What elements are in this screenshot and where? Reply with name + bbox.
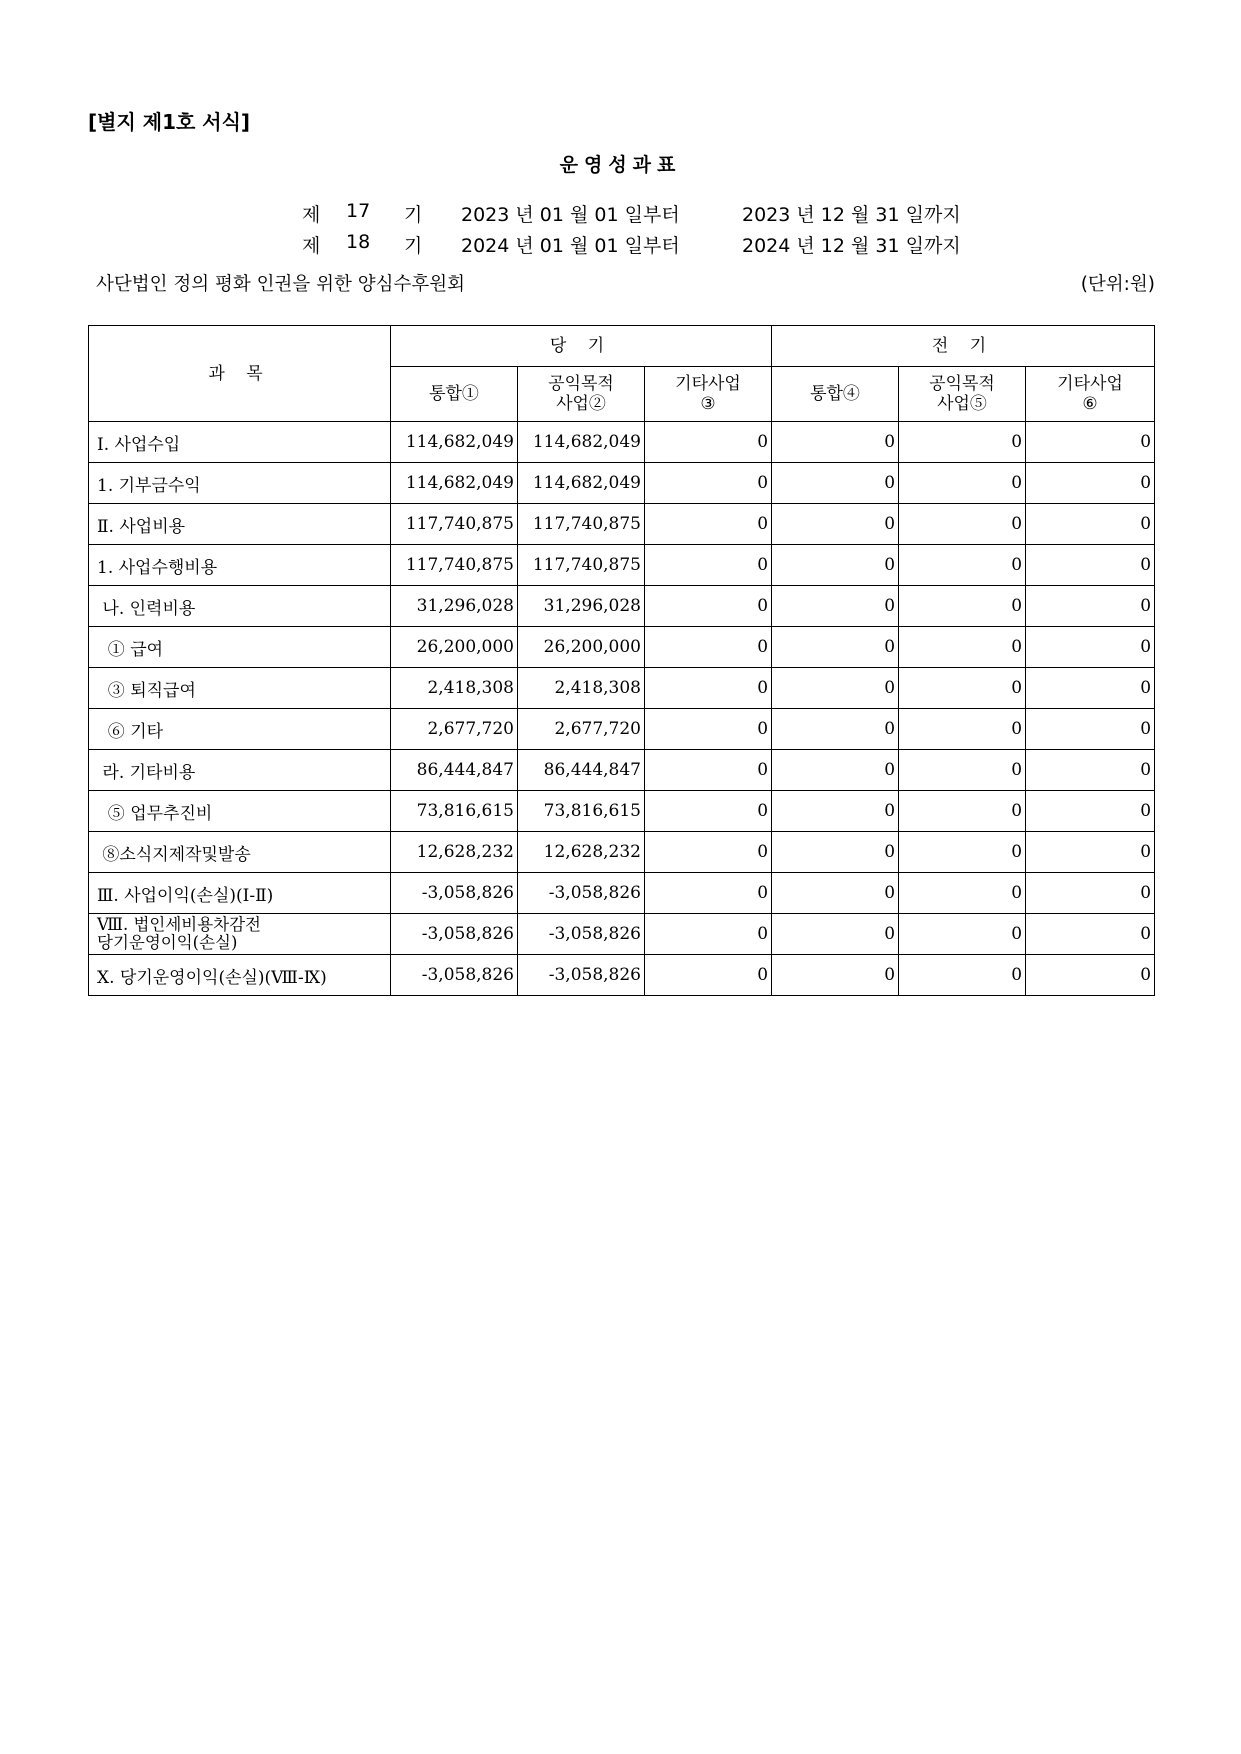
table-row — [89, 873, 1155, 914]
amount-cell-c3: 0 — [645, 586, 772, 627]
amount-cell-p1: 0 — [772, 586, 899, 627]
amount-cell-c2: 12,628,232 — [518, 832, 645, 873]
amount-cell-c2: 117,740,875 — [518, 504, 645, 545]
row-item — [89, 422, 391, 463]
amount-cell-p2: 0 — [899, 873, 1026, 914]
amount-cell-p3: 0 — [1026, 463, 1155, 504]
amount-cell-c3: 0 — [645, 914, 772, 955]
amount-cell-c3: 0 — [645, 955, 772, 996]
period-number: 17 — [346, 200, 371, 222]
amount-cell-c1: 2,677,720 — [391, 709, 518, 750]
period-to: 2023 년 12 월 31 일까지 — [742, 204, 961, 226]
amount-cell-c2: 31,296,028 — [518, 586, 645, 627]
period-line-17 — [0, 200, 1241, 226]
unit-label: (단위:원) — [1080, 274, 1155, 295]
table-row — [89, 791, 1155, 832]
period-prefix: 제 — [302, 204, 321, 226]
amount-cell-p1: 0 — [772, 791, 899, 832]
amount-cell-p2: 0 — [899, 463, 1026, 504]
amount-cell-c3: 0 — [645, 709, 772, 750]
amount-cell-p1: 0 — [772, 873, 899, 914]
amount-cell-c3: 0 — [645, 545, 772, 586]
table-row — [89, 422, 1155, 463]
row-item-label: Ⅰ. 사업수입 — [97, 434, 181, 455]
amount-cell-c3: 0 — [645, 504, 772, 545]
row-item-label: 1. 기부금수익 — [97, 475, 201, 496]
row-item — [89, 955, 391, 996]
amount-cell-c1: -3,058,826 — [391, 873, 518, 914]
amount-cell-p1: 0 — [772, 504, 899, 545]
period-line-18 — [0, 231, 1241, 257]
amount-cell-c2: 117,740,875 — [518, 545, 645, 586]
row-item-label: Ⅲ. 사업이익(손실)(Ⅰ-Ⅱ) — [97, 885, 274, 906]
amount-cell-p1: 0 — [772, 422, 899, 463]
row-item-label: ⑥ 기타 — [97, 721, 164, 742]
amount-cell-c1: 117,740,875 — [391, 504, 518, 545]
amount-cell-c2: -3,058,826 — [518, 873, 645, 914]
header-current-other: 기타사업 ③ — [645, 367, 772, 422]
amount-cell-c2: 86,444,847 — [518, 750, 645, 791]
row-item — [89, 873, 391, 914]
amount-cell-c1: 12,628,232 — [391, 832, 518, 873]
amount-cell-p3: 0 — [1026, 586, 1155, 627]
amount-cell-p3: 0 — [1026, 627, 1155, 668]
table-row — [89, 545, 1155, 586]
table-row — [89, 463, 1155, 504]
period-number: 18 — [346, 231, 371, 253]
row-item-label: 나. 인력비용 — [97, 598, 196, 619]
amount-cell-p2: 0 — [899, 545, 1026, 586]
row-item-label: ③ 퇴직급여 — [97, 680, 196, 701]
row-item-label: ① 급여 — [97, 639, 164, 660]
amount-cell-p2: 0 — [899, 914, 1026, 955]
amount-cell-p2: 0 — [899, 504, 1026, 545]
amount-cell-c2: 26,200,000 — [518, 627, 645, 668]
table-row — [89, 586, 1155, 627]
row-item-label: ⑤ 업무추진비 — [97, 803, 213, 824]
row-item-label: Ⅱ. 사업비용 — [97, 516, 186, 537]
amount-cell-c1: 114,682,049 — [391, 463, 518, 504]
row-item — [89, 545, 391, 586]
header-previous-total: 통합④ — [772, 367, 899, 422]
amount-cell-c2: 2,677,720 — [518, 709, 645, 750]
row-item — [89, 586, 391, 627]
header-previous-other: 기타사업 ⑥ — [1026, 367, 1155, 422]
amount-cell-c3: 0 — [645, 627, 772, 668]
row-item — [89, 832, 391, 873]
amount-cell-p2: 0 — [899, 422, 1026, 463]
amount-cell-c1: -3,058,826 — [391, 914, 518, 955]
row-item — [89, 791, 391, 832]
amount-cell-p2: 0 — [899, 586, 1026, 627]
row-item-label: 라. 기타비용 — [97, 762, 196, 783]
amount-cell-c3: 0 — [645, 832, 772, 873]
table-row — [89, 668, 1155, 709]
form-label: [별지 제1호 서식] — [88, 110, 251, 134]
document-title: 운영성과표 — [559, 154, 682, 176]
amount-cell-p1: 0 — [772, 627, 899, 668]
amount-cell-p1: 0 — [772, 463, 899, 504]
period-suffix: 기 — [404, 235, 423, 257]
row-item — [89, 463, 391, 504]
row-item — [89, 709, 391, 750]
amount-cell-c3: 0 — [645, 791, 772, 832]
amount-cell-c3: 0 — [645, 463, 772, 504]
amount-cell-c2: -3,058,826 — [518, 955, 645, 996]
row-item-label: Ⅹ. 당기운영이익(손실)(Ⅷ-Ⅸ) — [97, 967, 327, 988]
table-row — [89, 504, 1155, 545]
table-row — [89, 750, 1155, 791]
row-item-label: ⑧소식지제작및발송 — [97, 844, 251, 865]
row-item-label-line2: 당기운영이익(손실) — [97, 933, 238, 952]
amount-cell-c2: 2,418,308 — [518, 668, 645, 709]
amount-cell-p1: 0 — [772, 955, 899, 996]
amount-cell-c3: 0 — [645, 668, 772, 709]
amount-cell-p2: 0 — [899, 709, 1026, 750]
amount-cell-p3: 0 — [1026, 750, 1155, 791]
amount-cell-p3: 0 — [1026, 504, 1155, 545]
amount-cell-c1: 26,200,000 — [391, 627, 518, 668]
header-previous-public: 공익목적 사업⑤ — [899, 367, 1026, 422]
amount-cell-p1: 0 — [772, 668, 899, 709]
header-current-public: 공익목적 사업② — [518, 367, 645, 422]
amount-cell-c1: 117,740,875 — [391, 545, 518, 586]
amount-cell-c3: 0 — [645, 750, 772, 791]
amount-cell-c2: 114,682,049 — [518, 463, 645, 504]
amount-cell-c3: 0 — [645, 422, 772, 463]
amount-cell-p2: 0 — [899, 750, 1026, 791]
amount-cell-p3: 0 — [1026, 545, 1155, 586]
amount-cell-c3: 0 — [645, 873, 772, 914]
amount-cell-c2: 73,816,615 — [518, 791, 645, 832]
row-item — [89, 750, 391, 791]
row-item — [89, 914, 391, 955]
amount-cell-p1: 0 — [772, 914, 899, 955]
period-to: 2024 년 12 월 31 일까지 — [742, 235, 961, 257]
row-item — [89, 627, 391, 668]
amount-cell-p3: 0 — [1026, 668, 1155, 709]
amount-cell-c1: 86,444,847 — [391, 750, 518, 791]
current-period-header: 당 기 — [391, 326, 772, 367]
amount-cell-p3: 0 — [1026, 955, 1155, 996]
table-row — [89, 627, 1155, 668]
amount-cell-p2: 0 — [899, 627, 1026, 668]
amount-cell-c1: -3,058,826 — [391, 955, 518, 996]
item-header: 과 목 — [89, 326, 391, 422]
amount-cell-c1: 2,418,308 — [391, 668, 518, 709]
amount-cell-p3: 0 — [1026, 709, 1155, 750]
row-item-label: Ⅷ. 법인세비용차감전 — [97, 915, 261, 934]
amount-cell-c1: 114,682,049 — [391, 422, 518, 463]
amount-cell-p2: 0 — [899, 668, 1026, 709]
amount-cell-p1: 0 — [772, 709, 899, 750]
amount-cell-c1: 73,816,615 — [391, 791, 518, 832]
header-current-total: 통합① — [391, 367, 518, 422]
amount-cell-p2: 0 — [899, 832, 1026, 873]
period-suffix: 기 — [404, 204, 423, 226]
amount-cell-c1: 31,296,028 — [391, 586, 518, 627]
organization-name: 사단법인 정의 평화 인권을 위한 양심수후원회 — [96, 274, 465, 295]
amount-cell-p3: 0 — [1026, 791, 1155, 832]
row-item — [89, 504, 391, 545]
period-prefix: 제 — [302, 235, 321, 257]
table-row — [89, 709, 1155, 750]
amount-cell-p3: 0 — [1026, 873, 1155, 914]
amount-cell-p1: 0 — [772, 832, 899, 873]
table-row — [89, 832, 1155, 873]
amount-cell-p3: 0 — [1026, 914, 1155, 955]
row-item — [89, 668, 391, 709]
row-item-label: 1. 사업수행비용 — [97, 557, 218, 578]
table-row — [89, 955, 1155, 996]
amount-cell-p2: 0 — [899, 955, 1026, 996]
period-from: 2023 년 01 월 01 일부터 — [461, 204, 680, 226]
amount-cell-p3: 0 — [1026, 832, 1155, 873]
amount-cell-p1: 0 — [772, 545, 899, 586]
operating-results-table — [88, 325, 1155, 996]
period-from: 2024 년 01 월 01 일부터 — [461, 235, 680, 257]
amount-cell-p1: 0 — [772, 750, 899, 791]
amount-cell-c2: -3,058,826 — [518, 914, 645, 955]
table-row — [89, 914, 1155, 955]
amount-cell-p2: 0 — [899, 791, 1026, 832]
amount-cell-c2: 114,682,049 — [518, 422, 645, 463]
amount-cell-p3: 0 — [1026, 422, 1155, 463]
previous-period-header: 전 기 — [772, 326, 1155, 367]
